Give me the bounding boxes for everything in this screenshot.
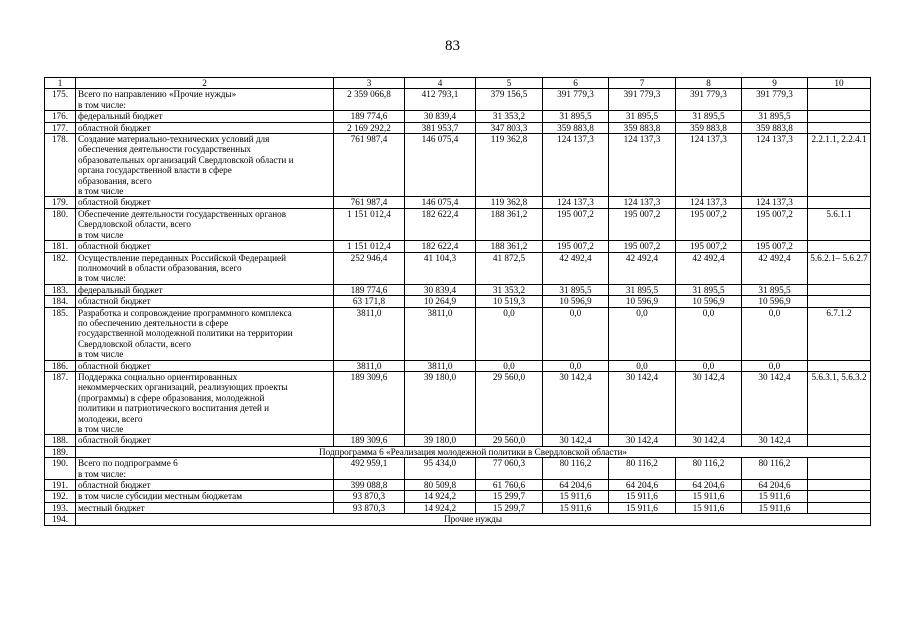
value-cell: 80 116,2 (543, 458, 609, 480)
value-cell: 0,0 (476, 307, 543, 360)
description-line: Разработка и сопровождение программного комплекса (78, 307, 292, 318)
value-cell: 0,0 (742, 360, 808, 371)
value-cell: 124 137,3 (609, 197, 676, 208)
goal-code (808, 435, 871, 446)
table-row (45, 208, 871, 240)
row-description (76, 111, 334, 122)
value-cell: 381 953,7 (405, 122, 476, 133)
value-cell: 0,0 (676, 307, 742, 360)
row-description (76, 458, 334, 480)
value-cell: 30 142,4 (609, 371, 676, 434)
value-cell: 492 959,1 (334, 458, 405, 480)
header-cell: 10 (808, 78, 871, 89)
header-cell: 7 (609, 78, 676, 89)
description-line: в том числе (78, 229, 124, 240)
value-cell: 0,0 (676, 360, 742, 371)
value-cell: 189 774,6 (334, 284, 405, 295)
value-cell: 31 895,5 (609, 111, 676, 122)
value-cell: 42 492,4 (742, 252, 808, 284)
row-description (76, 134, 334, 197)
row-description (76, 197, 334, 208)
description-line: областной бюджет (78, 296, 151, 307)
value-cell: 30 142,4 (609, 435, 676, 446)
header-cell: 4 (405, 78, 476, 89)
row-number: 187. (45, 371, 76, 434)
value-cell: 15 911,6 (676, 491, 742, 502)
goal-code (808, 89, 871, 111)
value-cell: 95 434,0 (405, 458, 476, 480)
value-cell: 359 883,8 (543, 122, 609, 133)
goal-code (808, 502, 871, 513)
description-line: Свердловской области, всего (78, 219, 191, 230)
value-cell: 31 895,5 (609, 284, 676, 295)
value-cell: 391 779,3 (676, 89, 742, 111)
value-cell: 14 924,2 (405, 491, 476, 502)
description-line: областной бюджет (78, 480, 151, 491)
value-cell: 42 492,4 (543, 252, 609, 284)
value-cell: 42 492,4 (676, 252, 742, 284)
table-row (45, 491, 871, 502)
value-cell: 761 987,4 (334, 134, 405, 197)
table-header-row (45, 78, 871, 89)
goal-code (808, 111, 871, 122)
value-cell: 195 007,2 (609, 208, 676, 240)
goal-code: 5.6.3.1, 5.6.3.2 (808, 371, 871, 434)
section-heading: Подпрограмма 6 «Реализация молодежной политики в Свердловской области» (76, 446, 871, 457)
description-line: в том числе (78, 349, 124, 360)
row-description (76, 284, 334, 295)
value-cell: 31 895,5 (676, 284, 742, 295)
value-cell: 64 204,6 (543, 480, 609, 491)
goal-code (808, 284, 871, 295)
value-cell: 124 137,3 (742, 134, 808, 197)
value-cell: 3811,0 (405, 307, 476, 360)
row-number: 194. (45, 514, 76, 525)
goal-code (808, 480, 871, 491)
row-description (76, 296, 334, 307)
value-cell: 391 779,3 (609, 89, 676, 111)
value-cell: 80 509,8 (405, 480, 476, 491)
table-row (45, 307, 871, 360)
value-cell: 93 870,3 (334, 502, 405, 513)
table-row (45, 502, 871, 513)
row-number: 178. (45, 134, 76, 197)
value-cell: 189 774,6 (334, 111, 405, 122)
value-cell: 146 075,4 (405, 197, 476, 208)
value-cell: 15 911,6 (676, 502, 742, 513)
description-line: государственной молодежной политики на территории (78, 328, 293, 339)
value-cell: 41 104,3 (405, 252, 476, 284)
value-cell: 124 137,3 (676, 197, 742, 208)
description-line: Осуществление переданных Российской Федерацией (78, 252, 286, 263)
description-line: в том числе: (78, 273, 126, 284)
value-cell: 80 116,2 (676, 458, 742, 480)
value-cell: 15 911,6 (543, 491, 609, 502)
goal-code (808, 491, 871, 502)
value-cell: 195 007,2 (742, 241, 808, 252)
value-cell: 39 180,0 (405, 371, 476, 434)
value-cell: 3811,0 (334, 360, 405, 371)
goal-code: 5.6.2.1– 5.6.2.7 (808, 252, 871, 284)
value-cell: 3811,0 (334, 307, 405, 360)
description-line: по обеспечению деятельности в сфере (78, 317, 229, 328)
value-cell: 30 839,4 (405, 111, 476, 122)
description-line: Поддержка социально ориентированных (78, 371, 238, 382)
value-cell: 1 151 012,4 (334, 241, 405, 252)
page-number: 83 (445, 38, 460, 54)
row-number: 176. (45, 111, 76, 122)
value-cell: 0,0 (609, 307, 676, 360)
row-number: 193. (45, 502, 76, 513)
value-cell: 399 088,8 (334, 480, 405, 491)
value-cell: 93 870,3 (334, 491, 405, 502)
description-line: образования, всего (78, 175, 152, 186)
value-cell: 39 180,0 (405, 435, 476, 446)
value-cell: 15 911,6 (742, 491, 808, 502)
value-cell: 0,0 (609, 360, 676, 371)
table-row (45, 252, 871, 284)
row-description (76, 122, 334, 133)
row-number: 188. (45, 435, 76, 446)
value-cell: 30 839,4 (405, 284, 476, 295)
section-heading: Прочие нужды (76, 514, 871, 525)
row-number: 191. (45, 480, 76, 491)
goal-code: 2.2.1.1, 2.2.4.1 (808, 134, 871, 197)
value-cell: 124 137,3 (609, 134, 676, 197)
value-cell: 2 359 066,8 (334, 89, 405, 111)
value-cell: 124 137,3 (543, 134, 609, 197)
description-line: органа государственной власти в сфере (78, 165, 232, 176)
value-cell: 195 007,2 (609, 241, 676, 252)
goal-code (808, 360, 871, 371)
value-cell: 124 137,3 (742, 197, 808, 208)
value-cell: 15 299,7 (476, 502, 543, 513)
value-cell: 359 883,8 (676, 122, 742, 133)
table-row (45, 435, 871, 446)
value-cell: 80 116,2 (609, 458, 676, 480)
value-cell: 124 137,3 (543, 197, 609, 208)
table-row (45, 197, 871, 208)
value-cell: 15 911,6 (609, 491, 676, 502)
value-cell: 188 361,2 (476, 208, 543, 240)
value-cell: 31 895,5 (543, 284, 609, 295)
value-cell: 41 872,5 (476, 252, 543, 284)
row-number: 186. (45, 360, 76, 371)
row-number: 184. (45, 296, 76, 307)
row-number: 182. (45, 252, 76, 284)
table-row (45, 446, 871, 457)
value-cell: 31 895,5 (543, 111, 609, 122)
description-line: политики и патриотического воспитания детей и (78, 403, 270, 414)
value-cell: 0,0 (543, 360, 609, 371)
value-cell: 64 204,6 (676, 480, 742, 491)
row-description (76, 435, 334, 446)
description-line: Создание материально-технических условий для (78, 134, 270, 145)
description-line: областной бюджет (78, 241, 151, 252)
value-cell: 182 622,4 (405, 241, 476, 252)
value-cell: 31 353,2 (476, 111, 543, 122)
table-row (45, 514, 871, 525)
table-row (45, 371, 871, 434)
row-number: 185. (45, 307, 76, 360)
value-cell: 119 362,8 (476, 197, 543, 208)
description-line: областной бюджет (78, 360, 151, 371)
description-line: в том числе (78, 186, 124, 197)
value-cell: 15 911,6 (742, 502, 808, 513)
row-number: 177. (45, 122, 76, 133)
header-cell: 5 (476, 78, 543, 89)
description-line: образовательных организаций Свердловской области и (78, 154, 294, 165)
value-cell: 182 622,4 (405, 208, 476, 240)
row-description (76, 208, 334, 240)
value-cell: 379 156,5 (476, 89, 543, 111)
description-line: полномочий в области образования, всего (78, 262, 242, 273)
description-line: обеспечения деятельности государственных (78, 144, 251, 155)
goal-code (808, 197, 871, 208)
description-line: Всего по направлению «Прочие нужды» (78, 89, 237, 100)
table-row (45, 111, 871, 122)
value-cell: 195 007,2 (676, 241, 742, 252)
value-cell: 29 560,0 (476, 435, 543, 446)
value-cell: 146 075,4 (405, 134, 476, 197)
value-cell: 2 169 292,2 (334, 122, 405, 133)
value-cell: 30 142,4 (742, 371, 808, 434)
description-line: Свердловской области, всего (78, 338, 191, 349)
description-line: местный бюджет (78, 502, 145, 513)
value-cell: 252 946,4 (334, 252, 405, 284)
description-line: Обеспечение деятельности государственных органов (78, 208, 287, 219)
value-cell: 0,0 (543, 307, 609, 360)
value-cell: 0,0 (476, 360, 543, 371)
value-cell: 761 987,4 (334, 197, 405, 208)
value-cell: 64 204,6 (609, 480, 676, 491)
value-cell: 391 779,3 (543, 89, 609, 111)
description-line: в том числе: (78, 99, 126, 110)
row-description (76, 491, 334, 502)
description-line: в том числе субсидии местным бюджетам (78, 491, 243, 502)
description-line: областной бюджет (78, 122, 151, 133)
goal-code (808, 458, 871, 480)
description-line: (программы) в сфере образования, молодежной (78, 392, 265, 403)
table-row (45, 360, 871, 371)
value-cell: 189 309,6 (334, 435, 405, 446)
row-number: 192. (45, 491, 76, 502)
description-line: областной бюджет (78, 435, 151, 446)
value-cell: 10 264,9 (405, 296, 476, 307)
description-line: некоммерческих организаций, реализующих проекты (78, 382, 288, 393)
row-description (76, 480, 334, 491)
value-cell: 119 362,8 (476, 134, 543, 197)
value-cell: 1 151 012,4 (334, 208, 405, 240)
row-number: 189. (45, 446, 76, 457)
header-cell: 8 (676, 78, 742, 89)
goal-code: 6.7.1.2 (808, 307, 871, 360)
table-row (45, 122, 871, 133)
row-description (76, 371, 334, 434)
value-cell: 359 883,8 (609, 122, 676, 133)
value-cell: 359 883,8 (742, 122, 808, 133)
value-cell: 412 793,1 (405, 89, 476, 111)
value-cell: 10 596,9 (543, 296, 609, 307)
goal-code (808, 241, 871, 252)
row-description (76, 307, 334, 360)
goal-code: 5.6.1.1 (808, 208, 871, 240)
value-cell: 30 142,4 (742, 435, 808, 446)
value-cell: 61 760,6 (476, 480, 543, 491)
row-description (76, 89, 334, 111)
value-cell: 195 007,2 (676, 208, 742, 240)
value-cell: 77 060,3 (476, 458, 543, 480)
value-cell: 195 007,2 (742, 208, 808, 240)
value-cell: 15 911,6 (543, 502, 609, 513)
header-cell: 3 (334, 78, 405, 89)
row-number: 175. (45, 89, 76, 111)
table-row (45, 296, 871, 307)
goal-code (808, 122, 871, 133)
row-number: 190. (45, 458, 76, 480)
value-cell: 10 596,9 (676, 296, 742, 307)
goal-code (808, 296, 871, 307)
value-cell: 29 560,0 (476, 371, 543, 434)
value-cell: 31 895,5 (676, 111, 742, 122)
value-cell: 0,0 (742, 307, 808, 360)
description-line: федеральный бюджет (78, 111, 163, 122)
description-line: в том числе: (78, 468, 126, 479)
value-cell: 3811,0 (405, 360, 476, 371)
description-line: Всего по подпрограмме 6 (78, 458, 178, 469)
header-cell: 2 (76, 78, 334, 89)
header-cell: 9 (742, 78, 808, 89)
description-line: в том числе (78, 424, 124, 434)
value-cell: 10 596,9 (742, 296, 808, 307)
value-cell: 124 137,3 (676, 134, 742, 197)
value-cell: 10 519,3 (476, 296, 543, 307)
value-cell: 31 353,2 (476, 284, 543, 295)
value-cell: 188 361,2 (476, 241, 543, 252)
budget-table (44, 77, 871, 526)
table-row (45, 284, 871, 295)
value-cell: 31 895,5 (742, 111, 808, 122)
value-cell: 15 911,6 (609, 502, 676, 513)
row-number: 180. (45, 208, 76, 240)
table-row (45, 458, 871, 480)
value-cell: 195 007,2 (543, 241, 609, 252)
table-row (45, 480, 871, 491)
table-row (45, 241, 871, 252)
value-cell: 30 142,4 (543, 435, 609, 446)
value-cell: 10 596,9 (609, 296, 676, 307)
row-number: 183. (45, 284, 76, 295)
value-cell: 30 142,4 (543, 371, 609, 434)
description-line: федеральный бюджет (78, 284, 163, 295)
header-cell: 6 (543, 78, 609, 89)
value-cell: 80 116,2 (742, 458, 808, 480)
value-cell: 189 309,6 (334, 371, 405, 434)
value-cell: 15 299,7 (476, 491, 543, 502)
table-body (45, 78, 871, 526)
value-cell: 64 204,6 (742, 480, 808, 491)
description-line: областной бюджет (78, 197, 151, 208)
row-description (76, 241, 334, 252)
value-cell: 195 007,2 (543, 208, 609, 240)
value-cell: 30 142,4 (676, 435, 742, 446)
header-cell: 1 (45, 78, 76, 89)
value-cell: 63 171,8 (334, 296, 405, 307)
description-line: молодежи, всего (78, 413, 143, 424)
row-description (76, 502, 334, 513)
value-cell: 42 492,4 (609, 252, 676, 284)
row-description (76, 360, 334, 371)
row-number: 179. (45, 197, 76, 208)
table-row (45, 89, 871, 111)
value-cell: 31 895,5 (742, 284, 808, 295)
value-cell: 14 924,2 (405, 502, 476, 513)
value-cell: 391 779,3 (742, 89, 808, 111)
row-number: 181. (45, 241, 76, 252)
row-description (76, 252, 334, 284)
value-cell: 347 803,3 (476, 122, 543, 133)
table-row (45, 134, 871, 197)
value-cell: 30 142,4 (676, 371, 742, 434)
